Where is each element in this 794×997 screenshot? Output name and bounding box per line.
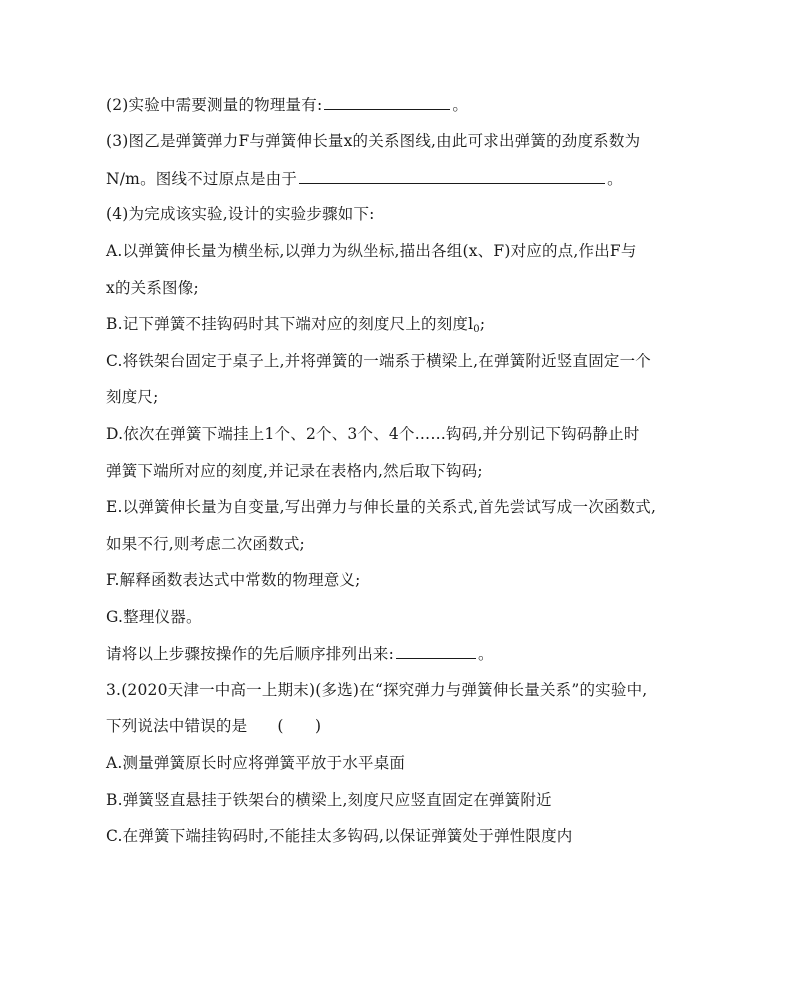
step-b-line — [106, 314, 485, 340]
step-g-line: G.整理仪器。 — [106, 608, 202, 626]
option-a: A.测量弹簧原长时应将弹簧平放于水平桌面 — [106, 754, 406, 772]
question-4-intro: (4)为完成该实验,设计的实验步骤如下: — [106, 205, 375, 223]
step-d-line-2: 弹簧下端所对应的刻度,并记录在表格内,然后取下钩码; — [106, 462, 483, 480]
question-3-period: 。 — [607, 170, 623, 188]
question-3-line-2-text: N/m。图线不过原点是由于 — [106, 170, 298, 188]
step-b-text: B.记下弹簧不挂钩码时其下端对应的刻度尺上的刻度l — [106, 315, 474, 333]
order-period: 。 — [478, 645, 494, 663]
question-3-line-2 — [106, 168, 623, 189]
step-b-subscript: 0 — [473, 324, 480, 335]
step-a-line-1: A.以弹簧伸长量为横坐标,以弹力为纵坐标,描出各组(x、F)对应的点,作出F与 — [106, 242, 637, 260]
option-c: C.在弹簧下端挂钩码时,不能挂太多钩码,以保证弹簧处于弹性限度内 — [106, 827, 573, 845]
order-line — [106, 643, 494, 664]
question-3b-stem: 下列说法中错误的是 — [106, 717, 248, 735]
question-2-text: (2)实验中需要测量的物理量有: — [106, 96, 323, 114]
step-d-line-1: D.依次在弹簧下端挂上1个、2个、3个、4个……钩码,并分别记下钩码静止时 — [106, 425, 640, 443]
step-f-line: F.解释函数表达式中常数的物理意义; — [106, 571, 361, 589]
question-3b-line-1: 3.(2020天津一中高一上期末)(多选)在“探究弹力与弹簧伸长量关系”的实验中, — [106, 681, 648, 699]
answer-parentheses: ( ) — [277, 717, 322, 735]
question-2-period: 。 — [452, 96, 469, 114]
step-c-line-1: C.将铁架台固定于桌子上,并将弹簧的一端系于横梁上,在弹簧附近竖直固定一个 — [106, 352, 651, 370]
order-text: 请将以上步骤按操作的先后顺序排列出来: — [106, 645, 395, 663]
question-2-answer-blank — [324, 94, 450, 110]
question-3b-line-2 — [106, 716, 321, 736]
question-2-line — [106, 94, 468, 115]
question-3-answer-blank — [299, 168, 605, 184]
step-e-line-2: 如果不行,则考虑二次函数式; — [106, 535, 305, 553]
question-3-line-1: (3)图乙是弹簧弹力F与弹簧伸长量x的关系图线,由此可求出弹簧的劲度系数为 — [106, 132, 641, 150]
step-c-line-2: 刻度尺; — [106, 388, 159, 406]
step-b-end: ; — [479, 315, 486, 333]
option-b: B.弹簧竖直悬挂于铁架台的横梁上,刻度尺应竖直固定在弹簧附近 — [106, 791, 552, 809]
step-a-line-2: x的关系图像; — [106, 279, 199, 297]
step-e-line-1: E.以弹簧伸长量为自变量,写出弹力与伸长量的关系式,首先尝试写成一次函数式, — [106, 498, 657, 516]
order-answer-blank — [396, 643, 476, 659]
